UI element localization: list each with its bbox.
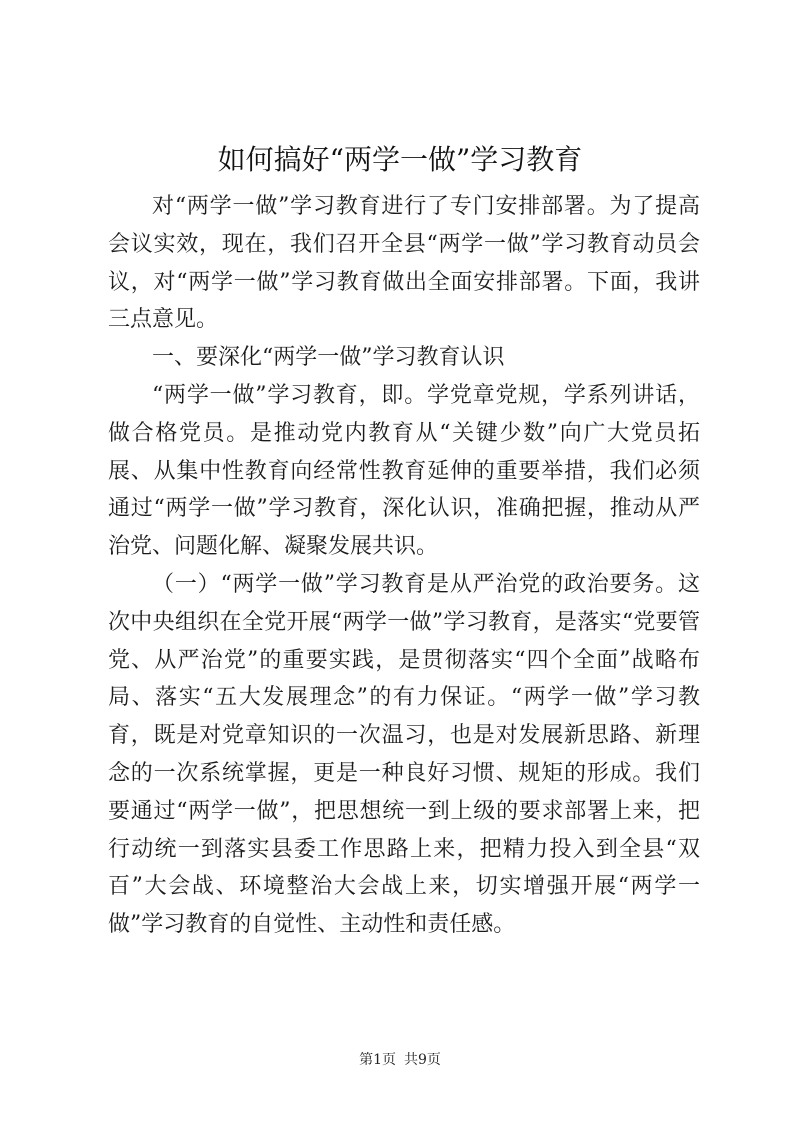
page-footer: [0, 1050, 800, 1070]
document-body: [108, 188, 700, 944]
paragraph-intro: 对“两学一做”学习教育进行了专门安排部署。为了提高会议实效，现在，我们召开全县“两学一做”学习教育动员会议，对“两学一做”学习教育做出全面安排部署。下面，我讲三点意见。: [108, 194, 700, 333]
paragraph-subsection-1: （一）“两学一做”学习教育是从严治党的政治要务。这次中央组织在全党开展“两学一做”学习教育，是落实“党要管党、从严治党”的重要实践，是贯彻落实“四个全面”战略布局、落实“五大发展理念”的有力保证。“两学一做”学习教育，既是对党章知识的一次温习，也是对发展新思路、新理念的一次系统掌握，更是一种良好习惯、规矩的形成。我们要通过“两学一做”，把思想统一到上级的要求部署上来，把行动统一到落实县委工作思路上来，把精力投入到全县“双百”大会战、环境整治大会战上来，切实增强开展“两学一做”学习教育的自觉性、主动性和责任感。: [108, 571, 700, 938]
section-heading-1: 一、要深化“两学一做”学习教育认识: [152, 345, 505, 371]
page-total: 共9页: [404, 1052, 441, 1068]
paragraph-section-1: “两学一做”学习教育，即。学党章党规，学系列讲话，做合格党员。是推动党内教育从“关键少数”向广大党员拓展、从集中性教育向经常性教育延伸的重要举措，我们必须通过“两学一做”学习教育，深化认识，准确把握，推动从严治党、问题化解、凝聚发展共识。: [108, 382, 700, 560]
document-title: 如何搞好“两学一做”学习教育: [217, 143, 583, 176]
page-number: 第1页: [359, 1052, 396, 1068]
